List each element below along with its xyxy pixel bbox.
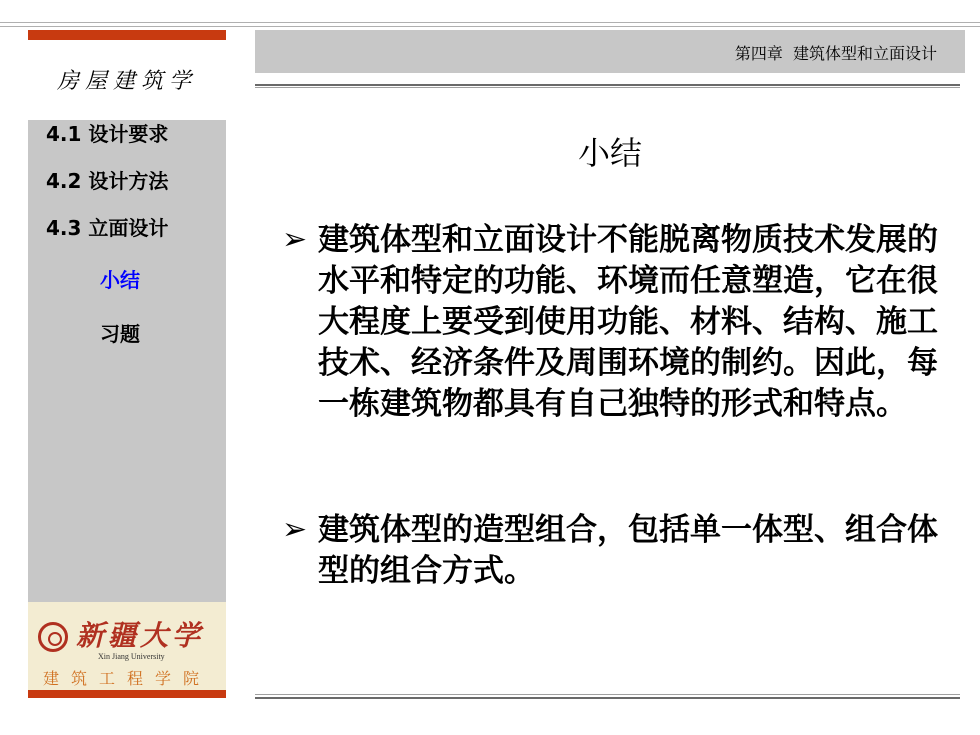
sidebar-bottom-bar [28, 690, 226, 698]
sidebar [28, 30, 226, 698]
footer-rule [255, 697, 960, 699]
sidebar-item-design-methods[interactable]: 4.2 设计方法 [46, 169, 169, 193]
sidebar-item-design-requirements[interactable]: 4.1 设计要求 [46, 122, 169, 146]
header-band [255, 30, 965, 73]
department-name: 建筑工程学院 [42, 669, 211, 688]
footer-rule-thin [255, 694, 960, 695]
header-rule-thin [255, 87, 960, 88]
bullet-marker-icon: ➢ [282, 512, 308, 547]
slide-title: 小结 [577, 134, 642, 172]
bullet-marker-icon: ➢ [282, 222, 308, 257]
sidebar-course-title: 房屋建筑学 [56, 69, 197, 94]
top-divider [0, 22, 980, 23]
university-seal-icon [38, 622, 68, 652]
university-name: 新疆大学 [76, 619, 205, 652]
chapter-title: 第四章 建筑体型和立面设计 [734, 44, 937, 63]
bullet-text: 建筑体型和立面设计不能脱离物质技术发展的水平和特定的功能、环境而任意塑造，它在很大程度上要受到使用功能、材料、结构、施工技术、经济条件及周围环境的制约。因此，每一栋建筑物都具有自己独特的形式和特点。 [318, 222, 938, 422]
sidebar-accent-bar [28, 30, 226, 40]
sidebar-item-summary[interactable]: 小结 [100, 268, 140, 292]
sidebar-title-box [28, 40, 226, 120]
header-rule [255, 84, 960, 86]
university-logo [28, 602, 226, 690]
sidebar-item-facade-design[interactable]: 4.3 立面设计 [46, 216, 169, 240]
top-divider-second [0, 26, 980, 27]
sidebar-item-exercises[interactable]: 习题 [100, 322, 140, 346]
bullet-text: 建筑体型的造型组合，包括单一体型、组合体型的组合方式。 [318, 512, 938, 589]
university-english-name: Xin Jiang University [98, 652, 165, 661]
